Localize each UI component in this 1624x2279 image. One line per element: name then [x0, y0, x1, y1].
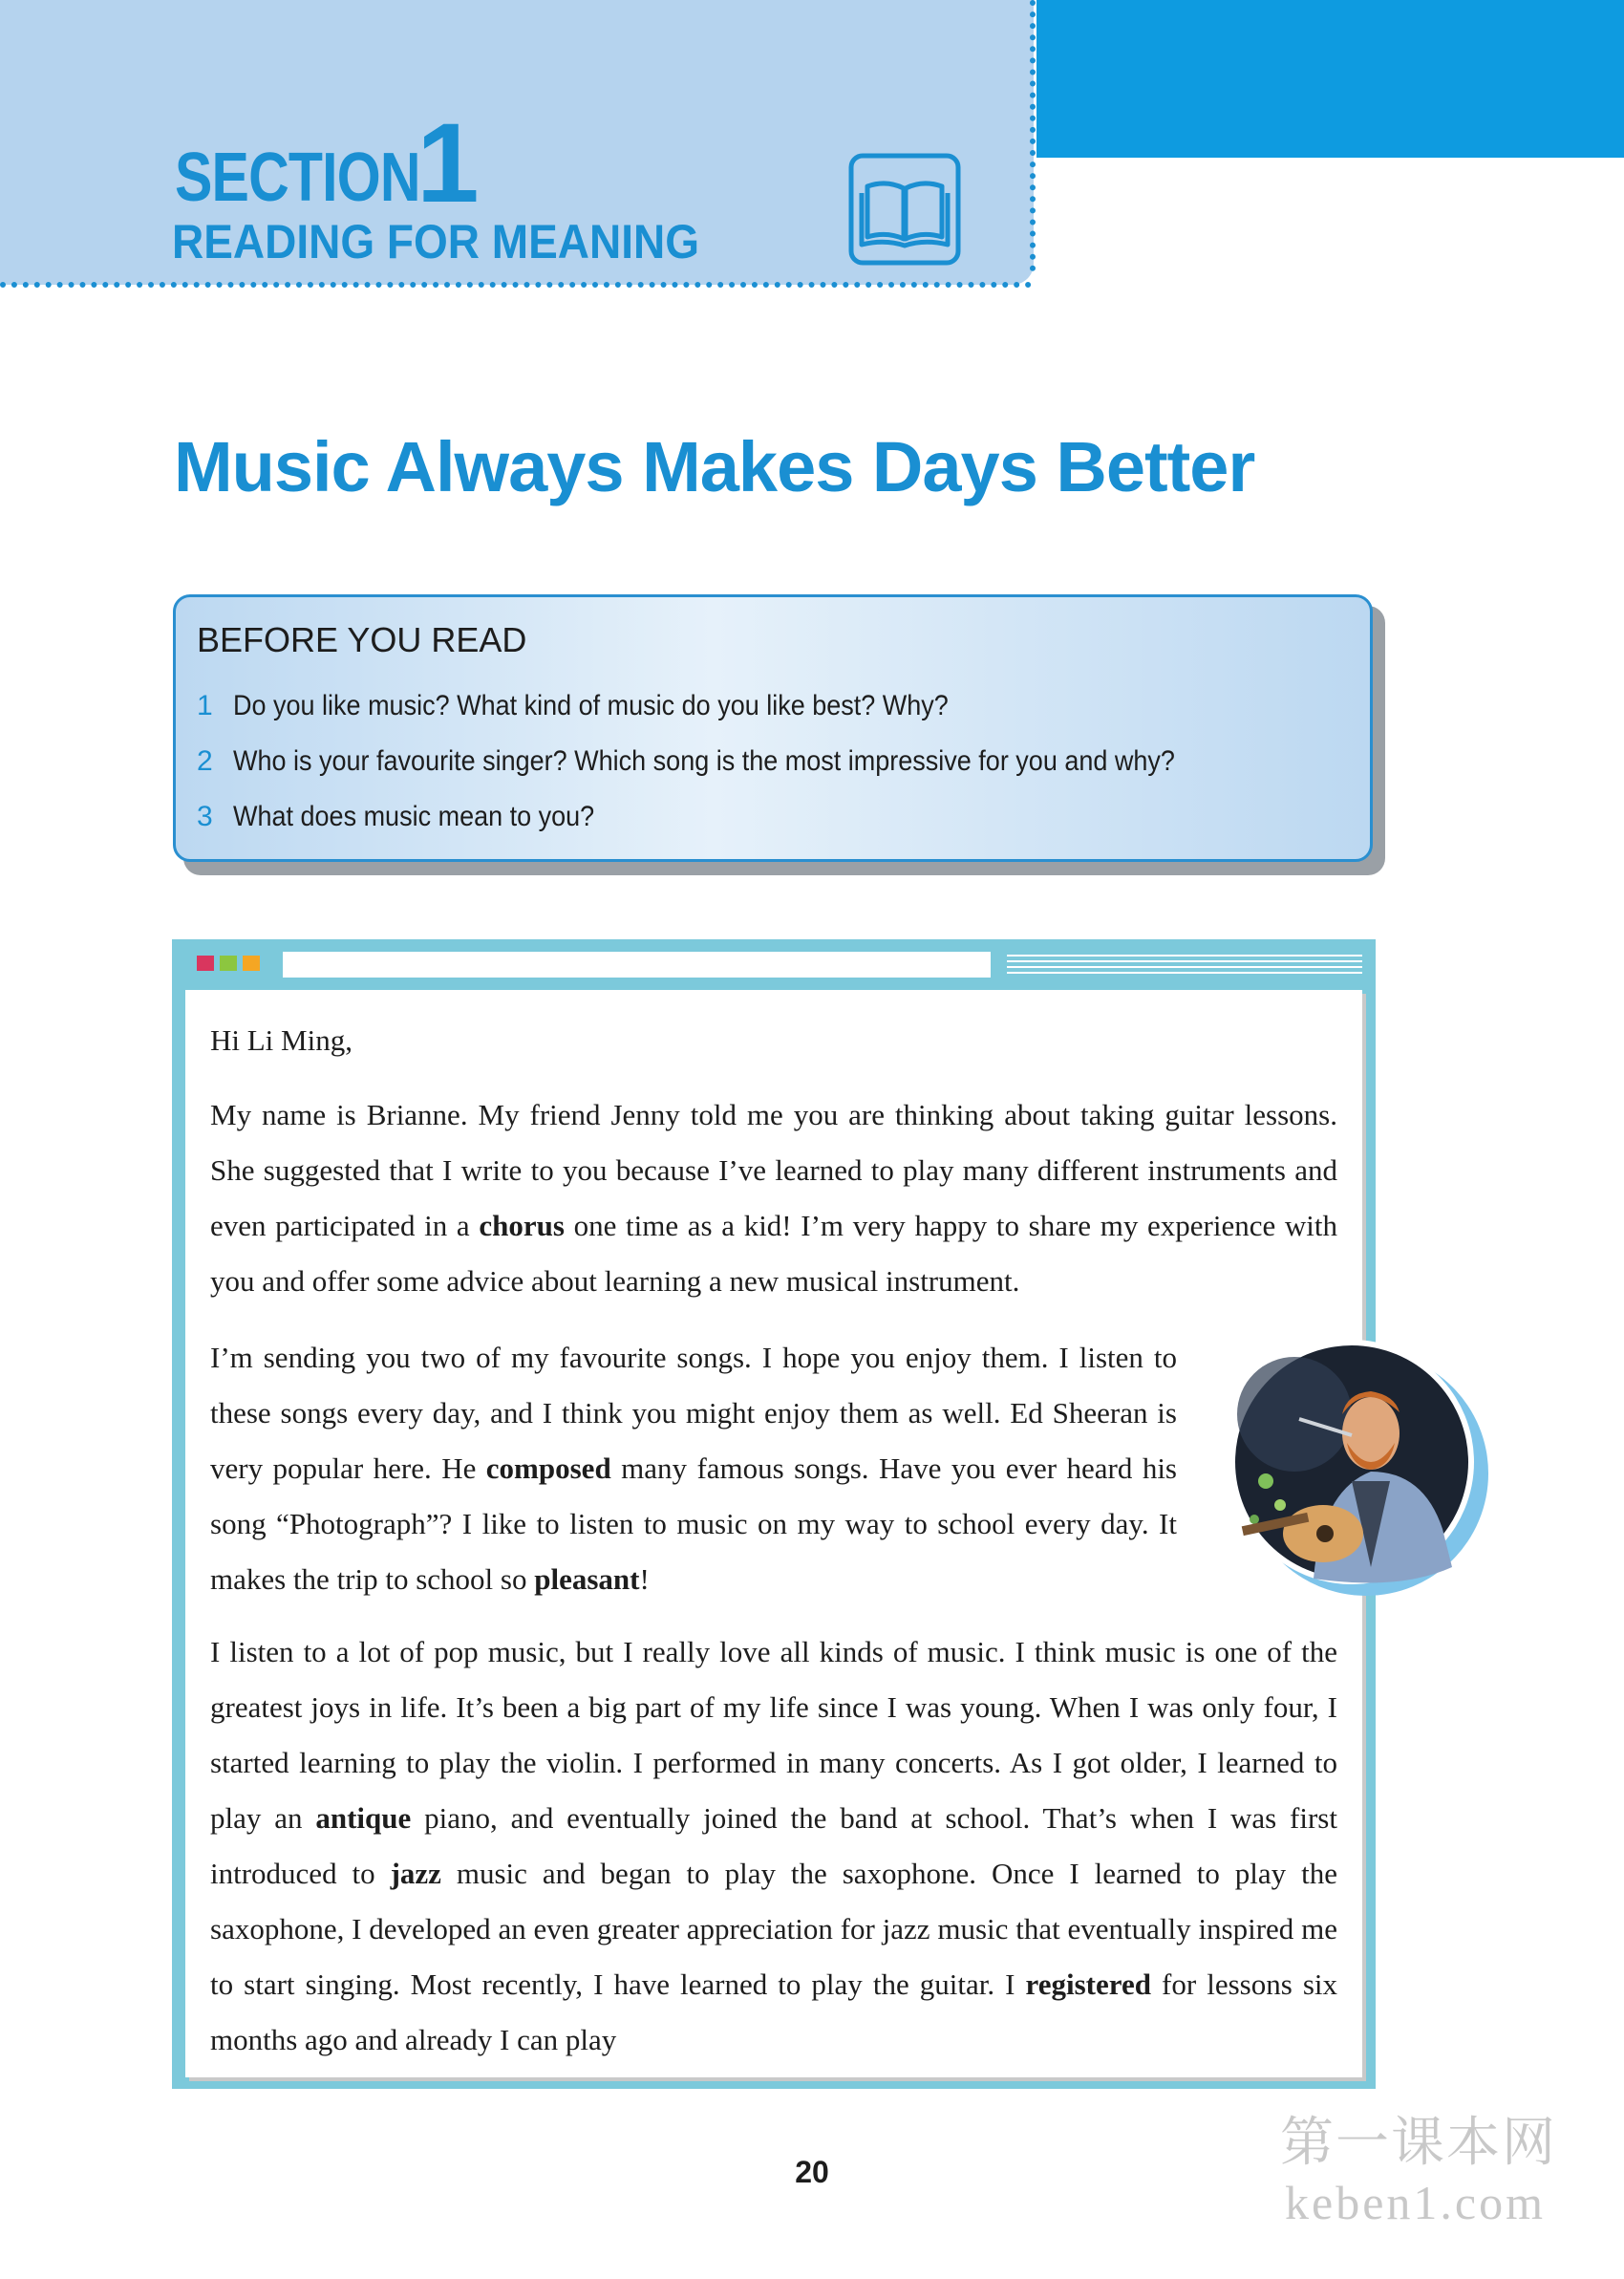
letter-text: piano, and eventually joined the band at school. That’s when I was first introduced to: [210, 1801, 1337, 1890]
letter-paragraph-3: [210, 1624, 1337, 2068]
header-blue-bar: [1036, 0, 1624, 158]
vocabulary-word: chorus: [479, 1209, 565, 1242]
window-dot-red: [197, 956, 214, 971]
header-dotted-border: [0, 282, 1032, 288]
vocabulary-word: jazz: [390, 1857, 441, 1890]
letter-text: for lessons six months ago and already I can play: [210, 1967, 1337, 2056]
letter-paragraph-1: [210, 1087, 1337, 1309]
watermark-url: keben1.com: [1285, 2176, 1546, 2229]
section-subtitle: READING FOR MEANING: [172, 215, 699, 269]
letter-text: My name is Brianne. My friend Jenny told me you are thinking about taking guitar lessons. She suggested that I write to you because I’ve learned to play many different instruments and even participated in a: [210, 1098, 1337, 1242]
letter-text: many famous songs. Have you ever heard his song “Photograph”? I like to listen to music on my way to school every day. It makes the trip to school so: [210, 1451, 1177, 1596]
letter-text: I’m sending you two of my favourite songs. I hope you enjoy them. I listen to these songs every day, and I think you might enjoy them as well. Ed Sheeran is very popular here. He: [210, 1341, 1177, 1485]
question-number: 2: [197, 745, 213, 777]
singer-photo: [1208, 1328, 1495, 1615]
address-bar: [283, 952, 991, 978]
question-number: 1: [197, 690, 213, 721]
before-you-read-heading: BEFORE YOU READ: [197, 620, 527, 659]
toolbar-lines: [1007, 955, 1362, 976]
letter-text: music and began to play the saxophone. Once I learned to play the saxophone, I developed an even greater appreciation for jazz music that eventually inspired me to start singing. Most recently, I have learned to play the guitar. I: [210, 1857, 1337, 2001]
question-item: [197, 747, 1279, 776]
open-book-icon: [848, 153, 961, 266]
vocabulary-word: registered: [1025, 1967, 1151, 2001]
vocabulary-word: composed: [485, 1451, 611, 1485]
letter-paragraph-2: [210, 1330, 1177, 1607]
page-title: Music Always Makes Days Better: [174, 427, 1255, 506]
letter-salutation: Hi Li Ming,: [210, 1023, 353, 1057]
header-dotted-border-vertical: [1030, 0, 1036, 271]
window-dot-orange: [243, 956, 260, 971]
section-number: 1: [417, 100, 480, 226]
question-item: [197, 692, 1028, 720]
window-dot-green: [220, 956, 237, 971]
question-item: [197, 803, 634, 831]
letter-text: !: [639, 1562, 650, 1596]
vocabulary-word: antique: [315, 1801, 412, 1835]
vocabulary-word: pleasant: [534, 1562, 640, 1596]
question-text: Do you like music? What kind of music do you like best? Why?: [233, 690, 949, 721]
letter-text: I listen to a lot of pop music, but I really love all kinds of music. I think music is one of the greatest joys in life. It’s been a big part of my life since I was young. When I was only four, I started learning to play the violin. I performed in many concerts. As I got older, I learned to play an: [210, 1635, 1337, 1835]
question-text: What does music mean to you?: [233, 801, 595, 832]
section-label: SECTION: [175, 140, 420, 216]
watermark-chinese: 第一课本网: [1280, 2112, 1557, 2174]
question-number: 3: [197, 801, 213, 832]
page-number: 20: [795, 2155, 829, 2189]
letter-text: one time as a kid! I’m very happy to share my experience with you and offer some advice about learning a new musical instrument.: [210, 1209, 1338, 1298]
question-text: Who is your favourite singer? Which song is the most impressive for you and why?: [233, 745, 1175, 777]
